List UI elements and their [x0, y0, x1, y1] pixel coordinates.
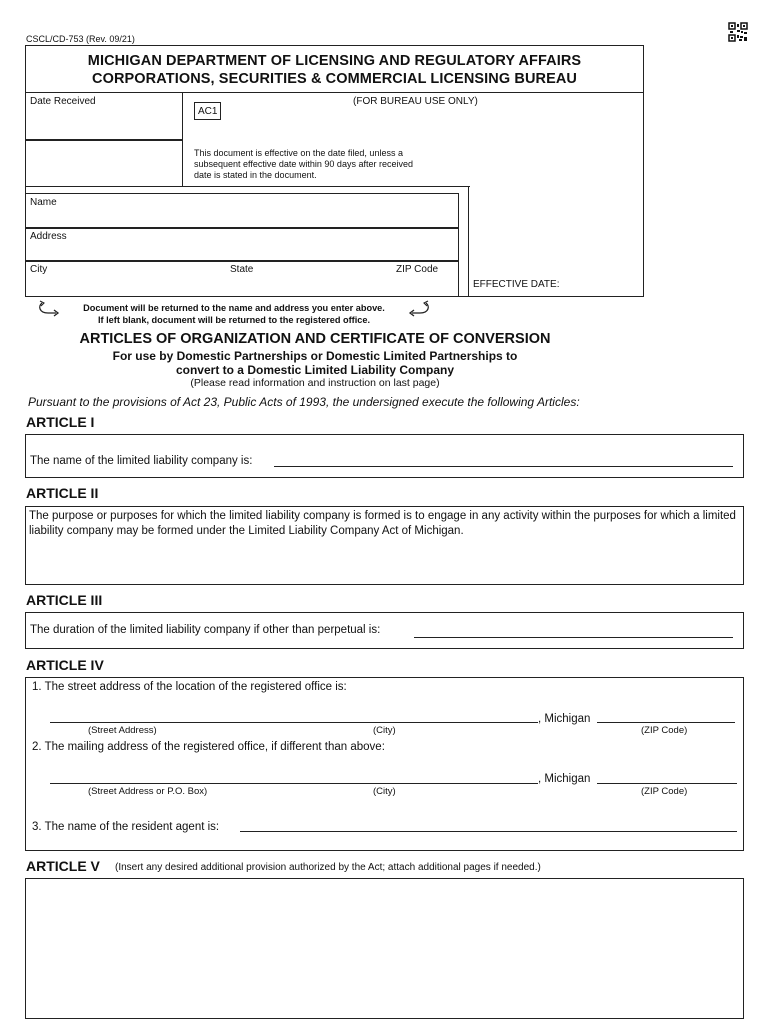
return-notice-line-2: If left blank, document will be returned to the registered office.	[97, 315, 371, 325]
pursuant-statement: Pursuant to the provisions of Act 23, Public Acts of 1993, the undersigned execute the following Articles:	[28, 395, 580, 409]
michigan-label-2: , Michigan	[538, 773, 591, 785]
effective-note-line-2: subsequent effective date within 90 days after received	[194, 159, 413, 169]
form-subtitle-1: For use by Domestic Partnerships or Domestic Limited Partnerships to	[112, 349, 518, 363]
city-caption-2: (City)	[373, 786, 396, 797]
mailing-address-zip-input[interactable]	[597, 783, 737, 784]
qr-code-icon	[728, 22, 748, 42]
article-2-text: The purpose or purposes for which the limited liability company is formed is to engage in any activity within the purposes for which a limited liability company may be formed under the Limited Liability Company Act of Michigan.	[29, 510, 736, 537]
article-4-item-1: 1. The street address of the location of the registered office is:	[32, 681, 347, 693]
date-received-label: Date Received	[30, 96, 96, 107]
return-notice-line-1: Document will be returned to the name and address you enter above.	[83, 303, 385, 313]
form-subtitle-2: convert to a Domestic Limited Liability Company	[175, 363, 455, 377]
zip-caption-1: (ZIP Code)	[641, 725, 688, 736]
effective-note	[194, 148, 413, 181]
return-arrow-right-icon	[406, 300, 432, 318]
article-5-heading: ARTICLE V	[26, 858, 100, 874]
effective-note-line-3: date is stated in the document.	[194, 170, 317, 180]
name-label: Name	[30, 197, 57, 208]
effective-note-line-1: This document is effective on the date filed, unless a	[194, 148, 403, 158]
agency-name: MICHIGAN DEPARTMENT OF LICENSING AND REGULATORY AFFAIRS	[87, 53, 582, 69]
article-3-text: The duration of the limited liability company if other than perpetual is:	[30, 624, 381, 636]
article-4-item-2: 2. The mailing address of the registered office, if different than above:	[32, 741, 385, 753]
zip-caption-2: (ZIP Code)	[641, 786, 688, 797]
resident-agent-input[interactable]	[240, 831, 737, 832]
date-received-box-2[interactable]	[25, 140, 183, 187]
article-3-heading: ARTICLE III	[26, 592, 103, 608]
form-title: ARTICLES OF ORGANIZATION AND CERTIFICATE OF CONVERSION	[79, 331, 551, 347]
registered-office-zip-input[interactable]	[597, 722, 735, 723]
article-1-heading: ARTICLE I	[26, 414, 95, 430]
article-5-instruction: (Insert any desired additional provision authorized by the Act; attach additional pages if needed.)	[115, 862, 541, 873]
return-top-line	[25, 186, 470, 187]
article-2-heading: ARTICLE II	[26, 485, 99, 501]
ac1-box: AC1	[194, 102, 221, 120]
name-field[interactable]	[25, 193, 459, 228]
return-notice	[62, 302, 406, 326]
duration-input[interactable]	[414, 637, 733, 638]
address-label: Address	[30, 231, 67, 242]
city-label: City	[30, 264, 48, 275]
return-right-line	[468, 186, 469, 297]
article-4-heading: ARTICLE IV	[26, 657, 104, 673]
zip-label: ZIP Code	[396, 264, 439, 275]
bureau-use-only-label: (FOR BUREAU USE ONLY)	[353, 96, 478, 107]
city-caption-1: (City)	[373, 725, 396, 736]
state-label: State	[230, 264, 254, 275]
article-1-text: The name of the limited liability company is:	[30, 455, 253, 467]
article-4-item-3: 3. The name of the resident agent is:	[32, 821, 220, 833]
effective-date-label: EFFECTIVE DATE:	[473, 279, 560, 290]
mailing-address-street-city-input[interactable]	[50, 783, 538, 784]
instruction-note: (Please read information and instruction on last page)	[190, 377, 440, 389]
address-field[interactable]	[25, 228, 459, 261]
street-po-caption: (Street Address or P.O. Box)	[88, 786, 208, 797]
llc-name-input[interactable]	[274, 466, 733, 467]
return-arrow-left-icon	[36, 300, 62, 318]
bureau-name: CORPORATIONS, SECURITIES & COMMERCIAL LICENSING BUREAU	[92, 71, 577, 87]
michigan-label-1: , Michigan	[538, 713, 591, 725]
article-5-box[interactable]	[25, 878, 744, 1019]
form-id: CSCL/CD-753 (Rev. 09/21)	[26, 34, 135, 44]
street-address-caption: (Street Address)	[88, 725, 157, 736]
registered-office-street-city-input[interactable]	[50, 722, 538, 723]
